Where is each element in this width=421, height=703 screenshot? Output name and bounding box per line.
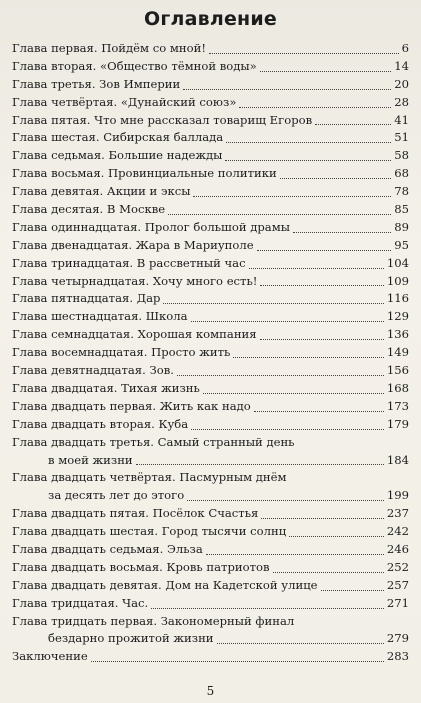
toc-entry-page: 168: [386, 380, 409, 395]
toc-entry-page: 104: [386, 255, 409, 270]
toc-entry-page: 116: [386, 291, 409, 306]
toc-entry: [12, 237, 409, 255]
toc-entry-title: Глава двадцать вторая. Куба: [12, 416, 189, 431]
toc-entry: [12, 165, 409, 183]
toc-entry-title: Глава десятая. В Москве: [12, 202, 166, 217]
toc-entry-title: Глава двадцать первая. Жить как надо: [12, 398, 251, 413]
toc-entry-page: 95: [394, 237, 409, 252]
toc-entry: [12, 255, 409, 273]
dot-leader: [191, 321, 384, 322]
dot-leader: [293, 232, 391, 233]
toc-entry-title: Глава четырнадцатая. Хочу много есть!: [12, 273, 258, 288]
dot-leader: [239, 107, 391, 108]
toc-entry-title: Глава шестнадцатая. Школа: [12, 309, 188, 324]
toc-entry: [12, 273, 409, 291]
toc-entry-page: 271: [386, 595, 409, 610]
toc-entry-title: Глава тридцатая. Час.: [12, 595, 149, 610]
toc-entry-page: 85: [394, 202, 409, 217]
toc-entry-page: 51: [394, 130, 409, 145]
toc-entry-page: 257: [386, 577, 409, 592]
toc-entry-line: [12, 147, 409, 165]
toc-entry-title-continued: бездарно прожитой жизни: [48, 631, 214, 646]
dot-leader: [151, 608, 384, 609]
toc-entry-line: [12, 523, 409, 541]
toc-entry-line: [12, 541, 409, 559]
dot-leader: [217, 643, 384, 644]
dot-leader: [203, 393, 384, 394]
toc-entry-page: 78: [394, 184, 409, 199]
toc-entry-page: 149: [386, 345, 409, 360]
toc-entry-line: [12, 362, 409, 380]
toc-entry-page: 129: [386, 309, 409, 324]
toc-entry: [12, 577, 409, 595]
toc-entry: [12, 595, 409, 613]
toc-entry-line: [12, 237, 409, 255]
toc-entry: [12, 559, 409, 577]
dot-leader: [254, 411, 384, 412]
toc-entry: [12, 434, 409, 470]
toc-entry-title: Глава двадцать третья. Самый странный день: [12, 434, 295, 449]
toc-entry: [12, 613, 409, 649]
toc-entry-title: Глава седьмая. Большие надежды: [12, 148, 223, 163]
dot-leader: [260, 71, 392, 72]
table-of-contents: [12, 40, 409, 666]
toc-entry-line: [12, 76, 409, 94]
toc-entry-title: Глава одиннадцатая. Пролог большой драмы: [12, 219, 290, 234]
toc-entry-line: [12, 452, 409, 470]
toc-entry: [12, 308, 409, 326]
toc-entry-page: 179: [386, 416, 409, 431]
toc-entry-line: [12, 577, 409, 595]
toc-entry-line: [12, 380, 409, 398]
dot-leader: [315, 124, 391, 125]
toc-entry: [12, 201, 409, 219]
toc-entry-title: Глава двадцатая. Тихая жизнь: [12, 380, 200, 395]
toc-entry-title: Глава двенадцатая. Жара в Мариуполе: [12, 237, 254, 252]
toc-entry: [12, 362, 409, 380]
toc-entry-line: [12, 398, 409, 416]
toc-entry-title: Глава тринадцатая. В рассветный час: [12, 255, 246, 270]
toc-entry-line: [12, 201, 409, 219]
dot-leader: [280, 178, 392, 179]
dot-leader: [225, 160, 391, 161]
toc-entry: [12, 129, 409, 147]
toc-entry-page: 58: [394, 148, 409, 163]
toc-entry-title-continued: за десять лет до этого: [48, 488, 185, 503]
dot-leader: [321, 590, 384, 591]
toc-entry-title: Глава двадцать седьмая. Эльза: [12, 541, 203, 556]
toc-entry: [12, 112, 409, 130]
toc-entry: [12, 541, 409, 559]
dot-leader: [260, 339, 384, 340]
toc-entry-line: [12, 505, 409, 523]
toc-entry-line: [12, 183, 409, 201]
toc-entry-title: Глава пятнадцатая. Дар: [12, 291, 161, 306]
toc-entry-page: 279: [386, 631, 409, 646]
toc-entry-title: Глава семнадцатая. Хорошая компания: [12, 327, 257, 342]
toc-entry: [12, 648, 409, 666]
toc-entry-page: 156: [386, 363, 409, 378]
toc-entry-title: Заключение: [12, 649, 88, 664]
dot-leader: [91, 661, 384, 662]
toc-entry-page: 20: [394, 76, 409, 91]
toc-entry: [12, 58, 409, 76]
dot-leader: [206, 554, 384, 555]
toc-entry: [12, 219, 409, 237]
toc-entry-title: Глава двадцать четвёртая. Пасмурным днём: [12, 470, 287, 485]
toc-entry-line: [12, 290, 409, 308]
toc-entry-title: Глава двадцать шестая. Город тысячи солнц: [12, 524, 287, 539]
toc-entry: [12, 76, 409, 94]
dot-leader: [261, 518, 384, 519]
toc-entry-page: 237: [386, 506, 409, 521]
toc-entry-line: [12, 129, 409, 147]
toc-entry-line: [12, 326, 409, 344]
toc-entry-page: 136: [386, 327, 409, 342]
toc-entry-page: 14: [394, 58, 409, 73]
dot-leader: [273, 572, 384, 573]
dot-leader: [183, 89, 391, 90]
toc-entry-page: 41: [394, 112, 409, 127]
toc-entry-title: Глава девятнадцатая. Зов.: [12, 363, 174, 378]
toc-entry-page: 283: [386, 649, 409, 664]
toc-entry-title: Глава двадцать девятая. Дом на Кадетской улице: [12, 577, 318, 592]
toc-entry: [12, 40, 409, 58]
toc-entry: [12, 523, 409, 541]
toc-entry-title: Глава пятая. Что мне рассказал товарищ Егоров: [12, 112, 313, 127]
dot-leader: [257, 250, 392, 251]
toc-entry-page: 246: [386, 541, 409, 556]
toc-entry-line: [12, 308, 409, 326]
toc-entry: [12, 398, 409, 416]
toc-entry-page: 6: [401, 41, 409, 55]
toc-entry-title: Глава восьмая. Провинциальные политики: [12, 166, 277, 181]
toc-entry-line: [12, 273, 409, 291]
toc-entry: [12, 344, 409, 362]
dot-leader: [191, 429, 384, 430]
dot-leader: [233, 357, 384, 358]
toc-entry-title: Глава двадцать пятая. Посёлок Счастья: [12, 506, 259, 521]
dot-leader: [177, 375, 384, 376]
dot-leader: [249, 268, 384, 269]
toc-entry: [12, 183, 409, 201]
toc-entry-line: [12, 219, 409, 237]
toc-entry-line: [12, 595, 409, 613]
toc-entry-line: [12, 40, 409, 58]
toc-entry-page: 173: [386, 398, 409, 413]
dot-leader: [289, 536, 384, 537]
toc-entry: [12, 147, 409, 165]
dot-leader: [209, 53, 399, 54]
toc-entry-line: [12, 344, 409, 362]
toc-entry-line: [12, 559, 409, 577]
toc-entry-title: Глава четвёртая. «Дунайский союз»: [12, 94, 237, 109]
toc-entry: [12, 505, 409, 523]
toc-entry-page: 109: [386, 273, 409, 288]
toc-entry-title: Глава шестая. Сибирская баллада: [12, 130, 224, 145]
dot-leader: [260, 285, 383, 286]
toc-entry-line: [12, 255, 409, 273]
page-number: 5: [206, 684, 215, 698]
toc-entry-title: Глава двадцать восьмая. Кровь патриотов: [12, 559, 270, 574]
toc-entry-title: Глава тридцать первая. Закономерный финал: [12, 613, 295, 628]
toc-entry: [12, 326, 409, 344]
toc-entry-page: 242: [386, 524, 409, 539]
toc-entry-page: 68: [394, 166, 409, 181]
toc-entry-title: Глава девятая. Акции и эксы: [12, 184, 191, 199]
dot-leader: [226, 142, 391, 143]
toc-entry: [12, 416, 409, 434]
toc-entry-line: [12, 58, 409, 76]
toc-entry-line: [12, 416, 409, 434]
toc-entry-title-continued: в моей жизни: [48, 452, 133, 467]
dot-leader: [187, 500, 384, 501]
toc-entry-title: Глава третья. Зов Империи: [12, 76, 181, 91]
toc-entry-line: [12, 112, 409, 130]
toc-entry-line: [12, 648, 409, 666]
toc-entry-page: 89: [394, 219, 409, 234]
toc-entry: [12, 94, 409, 112]
dot-leader: [163, 303, 383, 304]
dot-leader: [193, 196, 391, 197]
page-title: Оглавление: [144, 8, 277, 30]
toc-entry-line: [12, 165, 409, 183]
toc-entry-line: [12, 487, 409, 505]
toc-entry: [12, 469, 409, 505]
toc-entry-page: 252: [386, 559, 409, 574]
toc-entry-page: 184: [386, 452, 409, 467]
toc-entry: [12, 290, 409, 308]
toc-entry-page: 199: [386, 488, 409, 503]
toc-entry-title: Глава вторая. «Общество тёмной воды»: [12, 58, 257, 73]
toc-entry-title: Глава восемнадцатая. Просто жить: [12, 345, 231, 360]
toc-entry-title: Глава первая. Пойдём со мной!: [12, 41, 207, 55]
dot-leader: [168, 214, 391, 215]
toc-entry-line: [12, 94, 409, 112]
toc-entry-page: 28: [394, 94, 409, 109]
dot-leader: [136, 464, 384, 465]
toc-entry-line: [12, 630, 409, 648]
toc-entry: [12, 380, 409, 398]
